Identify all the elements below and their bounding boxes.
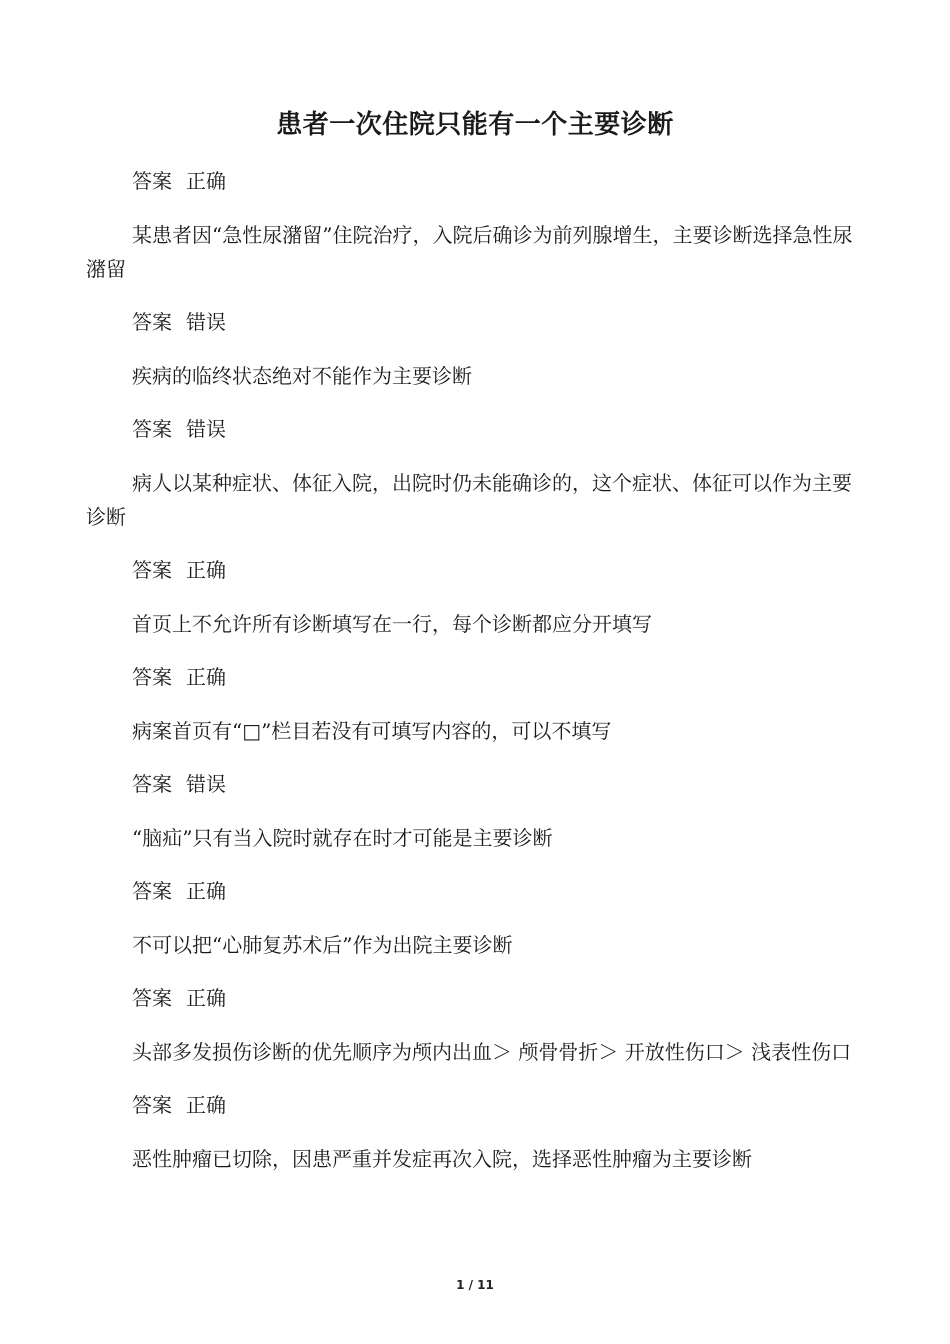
answer-label: 答案	[132, 772, 172, 796]
answer-label: 答案	[132, 169, 172, 193]
question-text: 恶性肿瘤已切除，因患严重并发症再次入院，选择恶性肿瘤为主要诊断	[132, 1147, 752, 1171]
answer-value: 正确	[186, 558, 226, 582]
answer-value: 正确	[186, 665, 226, 689]
question-text: 病案首页有“□”栏目若没有可填写内容的，可以不填写	[132, 719, 612, 743]
answer-value: 正确	[186, 169, 226, 193]
answer-value: 错误	[186, 772, 226, 796]
page-indicator: 1 / 11	[456, 1278, 494, 1292]
answer-line	[86, 164, 858, 198]
question-text: 首页上不允许所有诊断填写在一行，每个诊断都应分开填写	[132, 612, 652, 636]
answer-value: 错误	[186, 310, 226, 334]
answer-label: 答案	[132, 986, 172, 1010]
question-text: 头部多发损伤诊断的优先顺序为颅内出血＞ 颅骨骨折＞ 开放性伤口＞ 浅表性伤口	[132, 1040, 852, 1064]
document-title: 患者一次住院只能有一个主要诊断	[276, 110, 674, 140]
question-text: 不可以把“心肺复苏术后”作为出院主要诊断	[132, 933, 513, 957]
answer-label: 答案	[132, 879, 172, 903]
answer-line	[86, 874, 858, 908]
answer-line	[86, 981, 858, 1015]
answer-line	[86, 412, 858, 446]
answer-line	[86, 1088, 858, 1122]
answer-label: 答案	[132, 417, 172, 441]
answer-value: 正确	[186, 1093, 226, 1117]
question-text: 某患者因“急性尿潴留”住院治疗，入院后确诊为前列腺增生，主要诊断选择急性尿潴留	[86, 223, 853, 281]
question-text: “脑疝”只有当入院时就存在时才可能是主要诊断	[132, 826, 553, 850]
answer-value: 正确	[186, 986, 226, 1010]
answer-label: 答案	[132, 1093, 172, 1117]
answer-line	[86, 305, 858, 339]
answer-line	[86, 767, 858, 801]
question-list	[86, 164, 858, 1195]
question-text: 病人以某种症状、体征入院，出院时仍未能确诊的，这个症状、体征可以作为主要诊断	[86, 471, 852, 529]
question-text: 疾病的临终状态绝对不能作为主要诊断	[132, 364, 472, 388]
answer-line	[86, 660, 858, 694]
answer-label: 答案	[132, 558, 172, 582]
answer-value: 正确	[186, 879, 226, 903]
answer-line	[86, 553, 858, 587]
answer-label: 答案	[132, 665, 172, 689]
answer-label: 答案	[132, 310, 172, 334]
answer-value: 错误	[186, 417, 226, 441]
